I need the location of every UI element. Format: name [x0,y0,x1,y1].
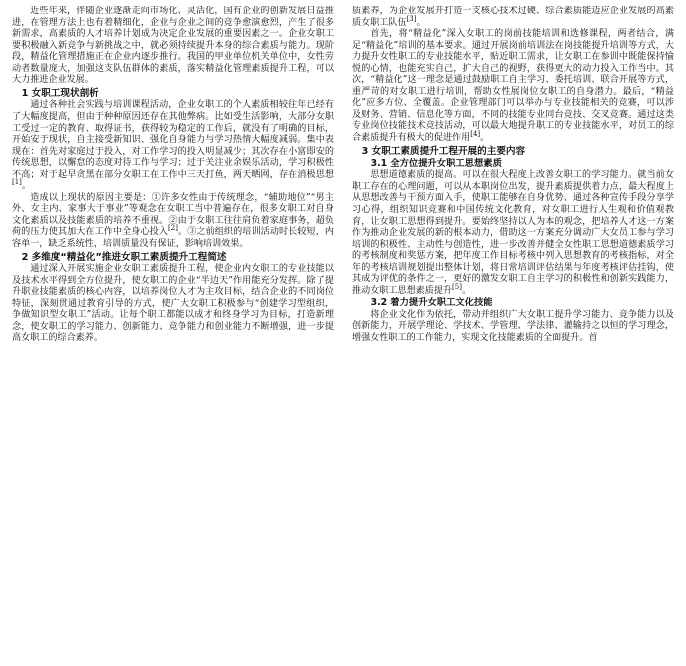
two-column-layout [12,6,674,660]
heading-2-multidimensional: 2 多维度“精益化”推进女职工素质提升工程简述 [21,251,227,263]
heading-1-current-status: 1 女职工现状剖析 [21,87,99,99]
para-status-2: 造成以上现状的原因主要是：①许多女性由于传统理念，“辅助地位”“男主外、女主内、家事大于事业”等观念在女职工当中普遍存在，很多女职工对自身文化素质以及技能素质的培养不重视。②由于女职工往往肩负着家庭事务，超负荷的压力使其加大在工作中全身心投入[2]。③之前组织的培训活动时长较短，内容单一，缺乏系统性，培训质量没有保证，影响培训效果。 [12,192,334,249]
para-3-2-body: 将企业文化作为依托，带动并组织广大女职工提升学习能力、竞争能力以及创新能力，开展学理论、学技术、学管理、学法律、灌输持之以恒的学习理念，增强女性职工的工作能力，实现文化技能素质的全面提升。首 [352,309,674,343]
heading-3-1-ideological: 3.1 全方位提升女职工思想素质 [370,158,502,170]
para-multidimensional-1: 通过深入开展实施企业女职工素质提升工程，使企业内女职工的专业技能以及技术水平得到全方位提升，使女职工的企业“半边天”作用能充分发挥。除了提升职业技能素质的核心内容，以培养岗位人才为主攻目标，结合企业的不同岗位特征，深刻贯通过教育引导的方式，使广大女职工积极参与“创建学习型组织，争做知识型女职工”活动。让每个职工都能以成才和终身学习为目标，打造新理念，使女职工的学习能力、创新能力、竞争能力和创业能力不断增强，进一步提高女职工的综合素养。 [12,264,334,344]
left-column [12,6,334,660]
right-column [352,6,674,660]
para-3-1-body: 思想道德素质的提高。可以在很大程度上改善女职工的学习能力。就当前女职工存在的心理问题，可以从本职岗位出发，提升素质提供着力点，最大程度上从思想改善与干预方面入手，使职工能够在自身优势、通过各种宣传手段分享学习心得，组织知识竞赛和中国传统文化教育，对女职工进行人生观和价值观教育，让女职工思想得到提升。要始终坚持以人为本的观念，把培养人才这一方案作为推动企业发展的新的根本动力，借助这一方案充分调动广大女员工参与学习培训的积极性、主动性与创造性，进一步改善并健全女性职工思想道德素质学习的考核制度和奖惩方案，把年度工作目标考核中列入思想教育的考核指标，对全年的考核培训规划提出整体计划，将日常培训评估结果与年度考核评估挂钩，使其成为评优的条件之一，更好的激发女职工自主学习的积极性和创新实践能力，推动女职工思想素质提升[5]。 [352,170,674,296]
para-refined-post-training: 首先，将“精益化”深入女职工的岗前技能培训和选修课程，两者结合，满足“精益化”培训的基本要求。通过开展岗前培训法在岗技能提升培训等方式，大力提升女性职工的专业技能水平，贴近职工需求，让女职工在参训中既能保持愉悦的心情，也能充实自己，扩大自己的视野，获得更大的动力投入工作当中。其次，“精益化”这一理念是通过鼓励职工自主学习、委托培训、联合开展等方式，重严苛的对女职工进行培训，帮助女性展岗位女职工的自身潜力。最后，“精益化”应多方位、全覆盖。企业管理部门可以举办与专业技能相关的竞赛，可以涉及财务、营销、信息化等方面，不同的技能专业同台竞技、交叉竞赛。通过这类专业岗位技能技术竞技活动，可以最大地提升职工的专业技能水平，对员工的综合素质提升有极大的促进作用[4]。 [352,29,674,144]
para-intro-market: 近些年来，伴随企业逐渐走向市场化、灵活化，国有企业的创新发展日益推进，在管理方法上也有着精细化，企业与企业之间的竞争愈演愈烈，产生了很多新需求，高素质的人才培养计划成为决定企业发展的重要因素之一。企业女职工要积极融入新竞争与新挑战之中，就必须持续提升本身的综合素质与能力。现阶段，精益化管理措施正在企业内逐步推行。我国的甲业单位机关单位中，女性劳动者数量庞大，加强这支队伍群体的素质，落实精益化管理素质提升工程，可以大力推进企业发展。 [12,6,334,86]
para-quality-training: 质素养，为企业发展开打造一支核心技术过硬、综合素质能迈应企业发展的高素质女职工队伍[3]。 [352,6,674,28]
heading-3-main-content: 3 女职工素质提升工程开展的主要内容 [361,145,526,157]
heading-3-2-cultural-skills: 3.2 着力提升女职工文化技能 [370,297,493,309]
para-status-1: 通过各种社会实践与培训课程活动，企业女职工的个人素质相较往年已经有了大幅度提高，但由于种种原因还存在其他弊病。比如受生活影响，大部分女职工受过一定的教育、取得证书，获得较为稳定的工作后，就没有了明确的目标，开始安于现状，自主接受新知识、强化自身能力与学习热情大幅度减弱。集中表现在：首先对家庭过于投入，对工作学习的投入明显减少；其次存在小富即安的传统思想，以懈怠的态度对待工作与学习；过于关注业余娱乐活动，学习积极性不高；对于起早贪黑在部分女职工在工作中三天打鱼，两天晒网，存在消极思想[1]。 [12,100,334,192]
